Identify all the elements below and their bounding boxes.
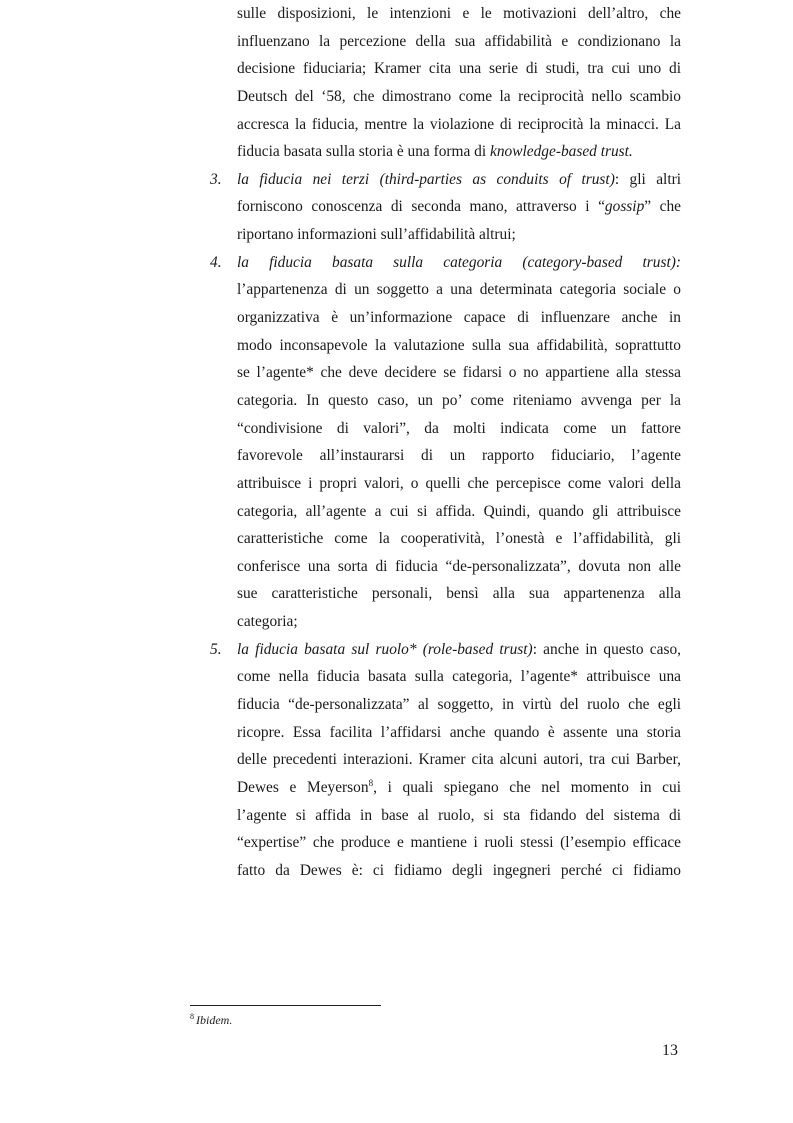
text-line (237, 553, 681, 581)
text-line (237, 498, 681, 526)
line-text: conferisce una sorta di fiducia “de-personalizzata”, dovuta non alle (237, 557, 681, 575)
line-text: influenzano la percezione della sua affidabilità e condizionano la (237, 32, 681, 50)
line-text: organizzativa è un’informazione capace di influenzare anche in (237, 309, 681, 327)
footnote-mark: 8 (190, 1012, 194, 1021)
text-line (237, 774, 681, 802)
text-line (237, 719, 681, 747)
text-line (237, 802, 681, 830)
text-line (237, 691, 681, 719)
line-text: categoria. In questo caso, un po’ come riteniamo avvenga per la (237, 391, 681, 409)
line-text: categoria; (237, 613, 298, 631)
body-text (210, 0, 681, 885)
text-line (237, 470, 681, 498)
line-text: forniscono conoscenza di seconda mano, attraverso i “gossip” che (237, 198, 681, 216)
line-text: categoria, all’agente a cui si affida. Quindi, quando gli attribuisce (237, 502, 681, 520)
text-line (237, 28, 681, 56)
text-line (237, 83, 681, 111)
line-text: delle precedenti interazioni. Kramer cita alcuni autori, tra cui Barber, (237, 751, 681, 769)
text-line (237, 387, 681, 415)
line-text: sulle disposizioni, le intenzioni e le motivazioni dell’altro, che (237, 5, 681, 22)
footnote-rule (190, 1005, 381, 1006)
text-line (237, 608, 681, 636)
text-line (237, 857, 681, 885)
line-text: riportano informazioni sull’affidabilità altrui; (237, 226, 516, 244)
text-line: 4. la fiducia basata sulla categoria (category-based trust): (210, 253, 681, 271)
line-text: l’appartenenza di un soggetto a una determinata categoria sociale o (237, 281, 681, 299)
text-line (237, 138, 681, 166)
text-line (237, 111, 681, 139)
line-text-part: : anche in questo caso, (532, 640, 681, 658)
text-line: 5. la fiducia basata sul ruolo* (role-based trust): anche in questo caso, (210, 640, 681, 658)
line-text: fiducia “de-personalizzata” al soggetto, in virtù del ruolo che egli (237, 696, 681, 714)
text-line (237, 55, 681, 83)
text-line (237, 580, 681, 608)
text-line (237, 746, 681, 774)
text-line: 3. la fiducia nei terzi (third-parties as conduits of trust): gli altri (210, 170, 681, 188)
line-text: decisione fiduciaria; Kramer cita una serie di studi, tra cui uno di (237, 60, 681, 78)
text-line (237, 359, 681, 387)
line-text: Deutsch del ‘58, che dimostrano come la reciprocità nello scambio (237, 87, 681, 105)
text-line (237, 304, 681, 332)
line-text-part: : gli altri (614, 170, 681, 188)
line-text: favorevole all’instaurarsi di un rapporto fiduciario, l’agente (237, 447, 681, 465)
text-line (237, 525, 681, 553)
line-text: ricopre. Essa facilita l’affidarsi anche quando è assente una storia (237, 723, 681, 741)
text-line (237, 663, 681, 691)
line-text: la fiducia basata sulla categoria (category-based trust): (237, 253, 681, 271)
line-text: caratteristiche come la cooperatività, l’onestà e l’affidabilità, gli (237, 530, 681, 548)
line-text: come nella fiducia basata sulla categoria, l’agente* attribuisce una (237, 668, 681, 686)
line-text: “expertise” che produce e mantiene i ruoli stessi (l’esempio efficace (237, 834, 681, 852)
page-number: 13 (662, 1042, 678, 1059)
line-text: “condivisione di valori”, da molti indicata come un fattore (237, 419, 681, 437)
line-text: attribuisce i propri valori, o quelli che percepisce come valori della (237, 474, 681, 492)
line-text-part: la fiducia basata sul ruolo* (role-based trust) (237, 640, 533, 658)
line-text-part: la fiducia nei terzi (third-parties as conduits of trust) (237, 170, 615, 188)
text-line (237, 415, 681, 443)
text-line (237, 442, 681, 470)
line-text: modo inconsapevole la valutazione sulla sua affidabilità, soprattutto (237, 336, 681, 354)
line-text-part: fiducia basata sulla storia è una forma di (237, 143, 490, 161)
footnote-ref: 8 (368, 777, 374, 788)
line-text: sue caratteristiche personali, bensì alla sua appartenenza alla (237, 585, 681, 603)
line-text: se l’agente* che deve decidere se fidarsi o no appartiene alla stessa (237, 364, 681, 382)
text-line (237, 332, 681, 360)
text-line (237, 276, 681, 304)
text-line (237, 193, 681, 221)
line-text: l’agente si affida in base al ruolo, si sta fidando del sistema di (237, 806, 681, 824)
footnote (190, 1013, 232, 1027)
text-line (237, 221, 681, 249)
line-text: fatto da Dewes è: ci fidiamo degli ingegneri perché ci fidiamo (237, 861, 681, 879)
line-text-part: knowledge-based trust. (490, 143, 633, 161)
line-text-part: Dewes e Meyerson (237, 778, 369, 796)
text-line (237, 829, 681, 857)
line-text-part: , i quali spiegano che nel momento in cui (373, 778, 681, 796)
footnote-text: Ibidem. (196, 1013, 233, 1027)
line-text: accresca la fiducia, mentre la violazione di reciprocità la minacci. La (237, 115, 681, 133)
text-line (237, 0, 681, 28)
